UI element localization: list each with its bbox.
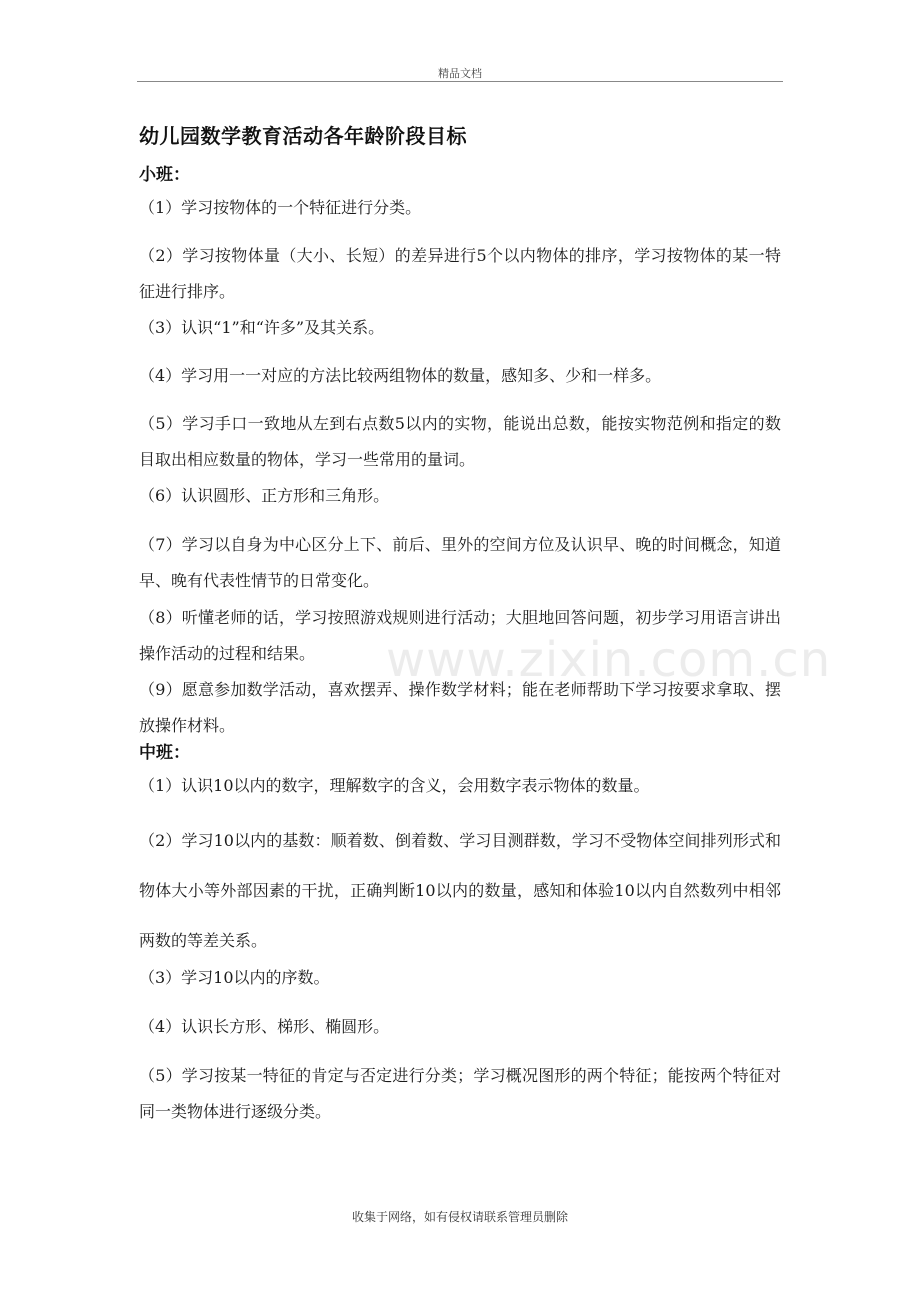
header-divider bbox=[137, 81, 783, 82]
page-footer: 收集于网络，如有侵权请联系管理员删除 bbox=[351, 1210, 568, 1224]
small-class-item-9: （9）愿意参加数学活动，喜欢摆弄、操作数学材料；能在老师帮助下学习按要求拿取、摆放操作材料。 bbox=[139, 680, 781, 735]
middle-class-item-1: （1）认识10以内的数字，理解数字的含义，会用数字表示物体的数量。 bbox=[139, 776, 650, 795]
small-class-item-3: （3）认识“1”和“许多”及其关系。 bbox=[139, 318, 385, 337]
section-label-middle-class: 中班： bbox=[139, 743, 190, 763]
small-class-item-7: （7）学习以自身为中心区分上下、前后、里外的空间方位及认识早、晚的时间概念，知道早、晚有代表性情节的日常变化。 bbox=[139, 535, 781, 590]
document-title: 幼儿园数学教育活动各年龄阶段目标 bbox=[139, 124, 467, 148]
middle-class-item-3: （3）学习10以内的序数。 bbox=[139, 968, 330, 987]
middle-class-item-2: （2）学习10以内的基数：顺着数、倒着数、学习目测群数，学习不受物体空间排列形式和物体大小等外部因素的干扰，正确判断10以内的数量，感知和体验10以内自然数列中相邻两数的等差关系。 bbox=[139, 831, 781, 950]
small-class-item-1: （1）学习按物体的一个特征进行分类。 bbox=[139, 198, 422, 217]
small-class-item-8: （8）听懂老师的话，学习按照游戏规则进行活动；大胆地回答问题，初步学习用语言讲出操作活动的过程和结果。 bbox=[139, 608, 781, 663]
middle-class-item-4: （4）认识长方形、梯形、椭圆形。 bbox=[139, 1017, 390, 1036]
section-label-small-class: 小班： bbox=[139, 165, 190, 185]
page-header: 精品文档 bbox=[438, 67, 482, 80]
small-class-item-6: （6）认识圆形、正方形和三角形。 bbox=[139, 486, 390, 505]
small-class-item-4: （4）学习用一一对应的方法比较两组物体的数量，感知多、少和一样多。 bbox=[139, 366, 662, 385]
small-class-item-5: （5）学习手口一致地从左到右点数5以内的实物，能说出总数，能按实物范例和指定的数目取出相应数量的物体，学习一些常用的量词。 bbox=[139, 414, 781, 469]
middle-class-item-5: （5）学习按某一特征的肯定与否定进行分类；学习概况图形的两个特征；能按两个特征对同一类物体进行逐级分类。 bbox=[139, 1066, 781, 1121]
small-class-item-2: （2）学习按物体量（大小、长短）的差异进行5个以内物体的排序，学习按物体的某一特征进行排序。 bbox=[139, 246, 781, 301]
watermark: www.zixin.com.cn bbox=[386, 632, 832, 688]
